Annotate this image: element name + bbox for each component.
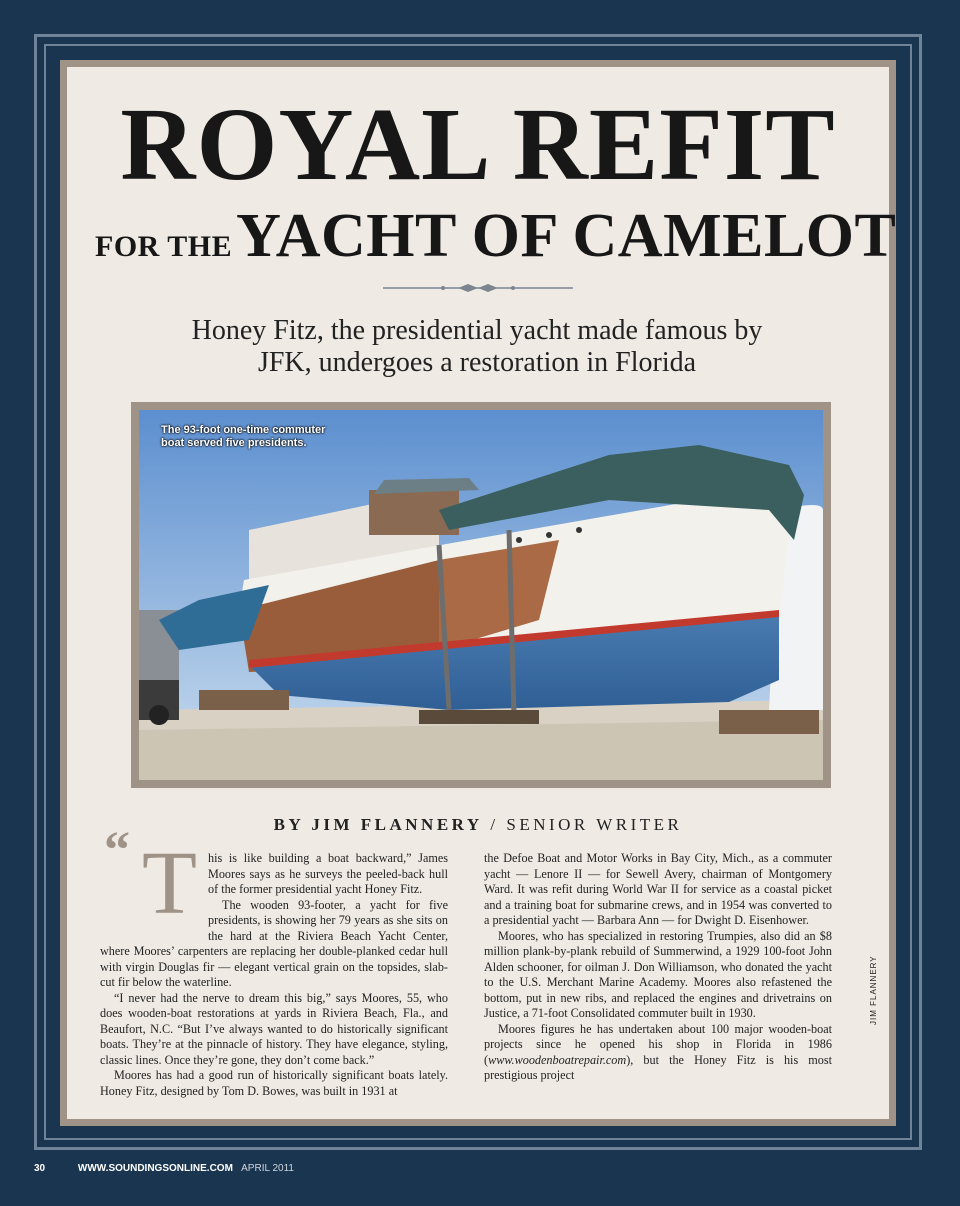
footer-website[interactable]: WWW.SOUNDINGSONLINE.COM (77, 1163, 233, 1174)
footer-date: APRIL 2011 (241, 1163, 294, 1174)
yacht-illustration (139, 410, 823, 780)
photo-credit: JIM FLANNERY (869, 955, 878, 1025)
headline-for-the: FOR THE (95, 230, 233, 263)
headline-yacht: YACHT OF CAMELOT (236, 202, 897, 270)
website-link[interactable]: www.woodenboatrepair.com (488, 1052, 627, 1067)
deck-subtitle: Honey Fitz, the presidential yacht made famous by JFK, undergoes a restoration in Florida (191, 315, 763, 378)
magazine-page (60, 60, 896, 1126)
drop-cap (100, 822, 208, 933)
paragraph: Moores has had a good run of historically significant boats lately. Honey Fitz, designed by Tom D. Bowes, was built in 1931 at (100, 1068, 448, 1098)
photo-caption: The 93-foot one-time commuter boat served five presidents. (161, 424, 326, 449)
paragraph (484, 1022, 832, 1084)
yacht-photo (139, 410, 823, 780)
byline-role: SENIOR WRITER (506, 815, 683, 834)
drop-quote-mark: “ (104, 822, 130, 879)
paragraph-text: ), but the Honey Fitz is his most prestigious project (484, 1052, 832, 1082)
page-number: 30 (34, 1163, 46, 1174)
article-column-right (484, 851, 832, 1084)
headline: ROYAL REFIT (120, 87, 836, 202)
byline-separator: / (482, 815, 507, 834)
paragraph: his is like building a boat backward,” James Moores says as he surveys the peeled-back hull of the former presidential yacht Honey Fitz. (208, 851, 448, 896)
paragraph: Moores, who has specialized in restoring Trumpies, also did an $8 million plank-by-plank rebuild of Summerwind, a 1929 100-foot John Alden schooner, for oilman J. Don Williamson, who donated the yacht to the U.S. Merchant Marine Academy. Moores also refastened the bottom, put in new ribs, and replaced the engines and drivetrains on Justice, a 71-foot Consolidated commuter built in 1930. (484, 928, 832, 1020)
paragraph-text: Moores figures he has undertaken about 100 major wooden-boat projects since he opened his shop in Florida in 1986 ( (484, 1021, 832, 1067)
divider-ornament (383, 283, 573, 293)
paragraph: The wooden 93-footer, a yacht for five presidents, is showing her 79 years as she sits on the hard at the Riviera Beach Yacht Center, where Moores’ carpenters are replacing her double-planked cedar hull with virgin Douglas fir — elegant vertical grain on the topsides, slab-cut fir below the waterline. (100, 897, 448, 989)
paragraph: the Defoe Boat and Motor Works in Bay City, Mich., as a commuter yacht — Lenore II — for Sewell Avery, chairman of Montgomery Ward. It was refit during World War II for service as a coastal picket and a training boat for submarine crews, and in 1954 was converted to a presidential yacht — Barbara Ann — for Dwight D. Eisenhower. (484, 851, 832, 927)
headline-sub (95, 201, 897, 272)
photo-frame (131, 402, 831, 788)
drop-cap-letter: T (142, 834, 197, 933)
byline (67, 815, 889, 835)
page-footer (34, 1163, 294, 1174)
paragraph: “I never had the nerve to dream this big,” says Moores, 55, who does wooden-boat restorations at yards in Riviera Beach, Fla., and Beaufort, N.C. “But I’ve always wanted to do historically significant boats. They’re at the pinnacle of history. They have elegance, styling, classic lines. Once they’re gone, they don’t come back.” (100, 990, 448, 1067)
byline-author: BY JIM FLANNERY (273, 815, 483, 834)
